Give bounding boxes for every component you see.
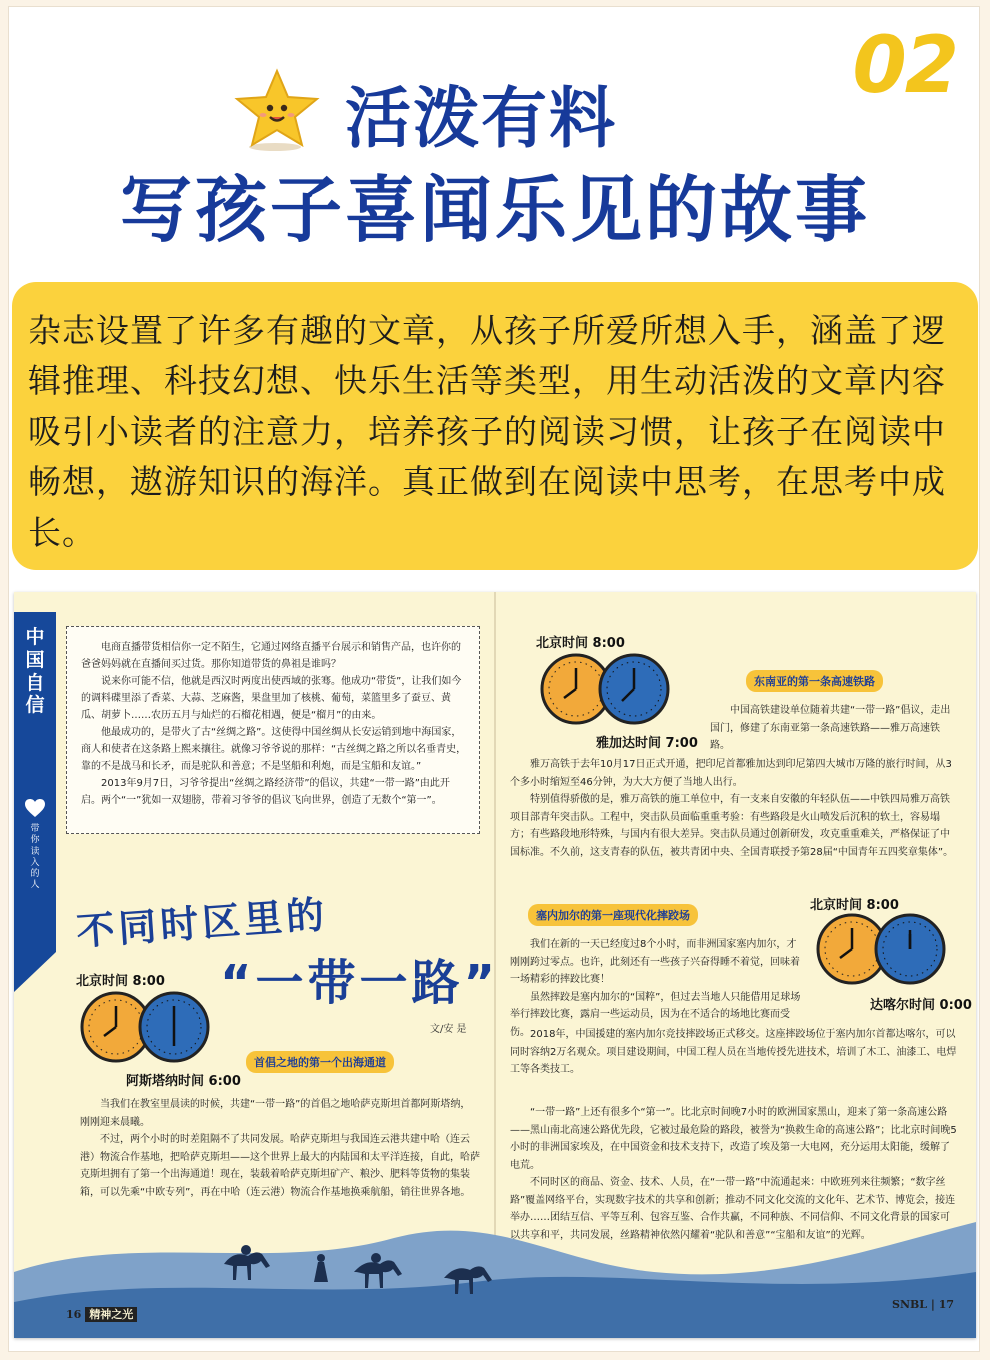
author-byline: 文/安 是 [430, 1024, 467, 1035]
section1-title: 首倡之地的第一个出海通道 [246, 1051, 394, 1073]
heart-icon [24, 798, 46, 818]
heading-line-2: 写孩子喜闻乐见的故事 [119, 168, 870, 252]
side-subtitle: 带你读入的人 [30, 824, 40, 891]
side-bar-tail [14, 952, 56, 992]
section2-body [510, 756, 958, 861]
clock2-top-label: 北京时间 8:00 [536, 636, 625, 651]
clock1-top-label: 北京时间 8:00 [76, 974, 165, 989]
clock-pair-3 [816, 912, 948, 986]
page-number: 02 [852, 21, 957, 111]
section3-lead-text: 我们在新的一天已经度过8个小时，而非洲国家塞内加尔，才刚刚跨过零点。也许，此刻还有一些孩子兴奋得睡不着觉，回味着一场精彩的摔跤比赛！ [510, 939, 800, 985]
desert-caravan-illustration [14, 1152, 976, 1338]
star-mascot-icon [231, 67, 323, 153]
footer-left-label: 精神之光 [85, 1307, 137, 1322]
clock-pair-1 [80, 990, 212, 1064]
side-title: 中国自信 [25, 626, 45, 717]
intro-box [66, 626, 480, 834]
intro-box-para: 说来你可能不信，他就是西汉时两度出使西域的张骞。他成功“带货”，让我们如今的调料碟里添了香菜、大蒜、芝麻酱，果盘里加了核桃、葡萄，菜篮里多了蚕豆、黄瓜、胡萝卜……农历五月与灿烂的石榴花相遇，便是“榴月”的由来。 [81, 676, 462, 721]
intro-box-para: 他最成功的，是带火了古“丝绸之路”。这使得中国丝绸从长安运销到地中海国家，商人和使者在这条路上熙来攘往。就像习爷爷说的那样：“古丝绸之路之所以名垂青史，靠的不是战马和长矛，而是驼队和善意；不是坚船和利炮，而是宝船和友谊。” [81, 727, 467, 772]
section2-title: 东南亚的第一条高速铁路 [746, 670, 883, 692]
section2-lead [710, 702, 958, 755]
article-title-2: “一带一路” [220, 955, 500, 1011]
intro-box-para: 2013年9月7日，习爷爷提出“丝绸之路经济带”的倡议，共建“一带一路”由此开启。两个“一”犹如一双翅膀，带着习爷爷的倡议飞向世界，创造了无数个“第一”。 [81, 778, 450, 806]
footer-right: SNBL | 17 [892, 1298, 954, 1311]
section1-para: 当我们在教室里晨读的时候，共建“一带一路”的首倡之地哈萨克斯坦首都阿斯塔纳，刚刚迎来晨曦。 [80, 1099, 471, 1128]
section2-lead-text: 中国高铁建设单位随着共建“一带一路”倡议，走出国门，修建了东南亚第一条高速铁路——雅万高速铁路。 [710, 705, 951, 751]
section3-title: 塞内加尔的第一座现代化摔跤场 [528, 904, 698, 926]
closing-para: 不同时区的商品、资金、技术、人员，在“一带一路”中流通起来：中欧班列来往频繁；“数字丝路”覆盖网络平台，实现数字技术的共享和创新；推动不同文化交流的文化年、艺术节、博览会，接连举办……团结互信、平等互利、包容互鉴、合作共赢，不同种族、不同信仰、不同文化背景的国家可以共享和平，共同发展，丝路精神依然闪耀着“驼队和善意”“宝船和友谊”的光辉。 [510, 1177, 956, 1241]
intro-panel [12, 282, 978, 570]
clock-pair-2 [540, 652, 672, 726]
section1-para: 不过，两个小时的时差阻隔不了共同发展。哈萨克斯坦与我国连云港共建中哈（连云港）物流合作基地，把哈萨克斯坦——这个世界上最大的内陆国和太平洋连接，自此，哈萨克斯坦拥有了第一个出海通道！现在，装载着哈萨克斯坦矿产、粮沙、肥料等货物的集装箱，可以先乘“中欧专列”，再在中哈（连云港）物流合作基地换乘航船，销往世界各地。 [80, 1134, 480, 1198]
section3-lead-text: 虽然摔跤是塞内加尔的“国粹”，但过去当地人只能借用足球场举行摔跤比赛，露肩一些运动员，因为在不适合的场地比赛而受伤。 [510, 991, 801, 1038]
clock3-bottom-label: 达喀尔时间 0:00 [870, 998, 972, 1013]
section2-para: 特别值得骄傲的是，雅万高铁的施工单位中，有一支来自安徽的年轻队伍——中铁四局雅万高铁项目部青年突击队。工程中，突击队员面临重重考验：有些路段是火山喷发后沉积的软土，容易塌方；有些路段地形特殊，与国内有很大差异。突击队员通过创新研发，攻克重重难关，严格保证了中国标准。不久前，这支青春的队伍，被共青团中央、全国青联授予第28届“中国青年五四奖章集体”。 [510, 794, 954, 858]
section3-para: 2018年，中国援建的塞内加尔竞技摔跤场正式移交。这座摔跤场位于塞内加尔首都达喀尔，可以同时容纳2万名观众。项目建设期间，中国工程人员在当地传授先进技术，培训了木工、油漆工、电焊工等各类技工。 [510, 1029, 957, 1075]
closing-para: “一带一路”上还有很多个“第一”。比北京时间晚7小时的欧洲国家黑山，迎来了第一条高速公路——黑山南北高速公路优先段，它被过最危险的路段，被誉为“换救生命的高速公路”；比北京时间晚5小时的非洲国家埃及，在中国资金和技术支持下，改造了埃及第一大电网，充分运用太阳能，缓解了电荒。 [510, 1107, 957, 1171]
intro-text: 杂志设置了许多有趣的文章，从孩子所爱所想入手，涵盖了逻辑推理、科技幻想、快乐生活等类型，用生动活泼的文章内容吸引小读者的注意力，培养孩子的阅读习惯，让孩子在阅读中畅想，遨游知识的海洋。真正做到在阅读中思考，在思考中成长。 [28, 311, 946, 552]
clock3-top-label: 北京时间 8:00 [810, 898, 899, 913]
magazine-spread [14, 592, 976, 1338]
clock2-bottom-label: 雅加达时间 7:00 [596, 736, 698, 751]
section-side-bar [14, 612, 56, 952]
section3-body [510, 1026, 958, 1079]
intro-box-para: 电商直播带货相信你一定不陌生，它通过网络直播平台展示和销售产品，也许你的爸爸妈妈就在直播间买过货。那你知道带货的鼻祖是谁吗？ [81, 642, 461, 670]
article-title-1: 不同时区里的 [75, 892, 330, 954]
clock1-bottom-label: 阿斯塔纳时间 6:00 [126, 1074, 241, 1089]
section2-para: 雅万高铁于去年10月17日正式开通，把印尼首都雅加达到印尼第四大城市万隆的旅行时间，从3个多小时缩短至46分钟，为大大方便了当地人出行。 [510, 759, 952, 788]
footer-left [66, 1306, 137, 1322]
heading-line-1: 活泼有料 [345, 80, 617, 157]
footer-left-page: 16 [66, 1308, 82, 1321]
